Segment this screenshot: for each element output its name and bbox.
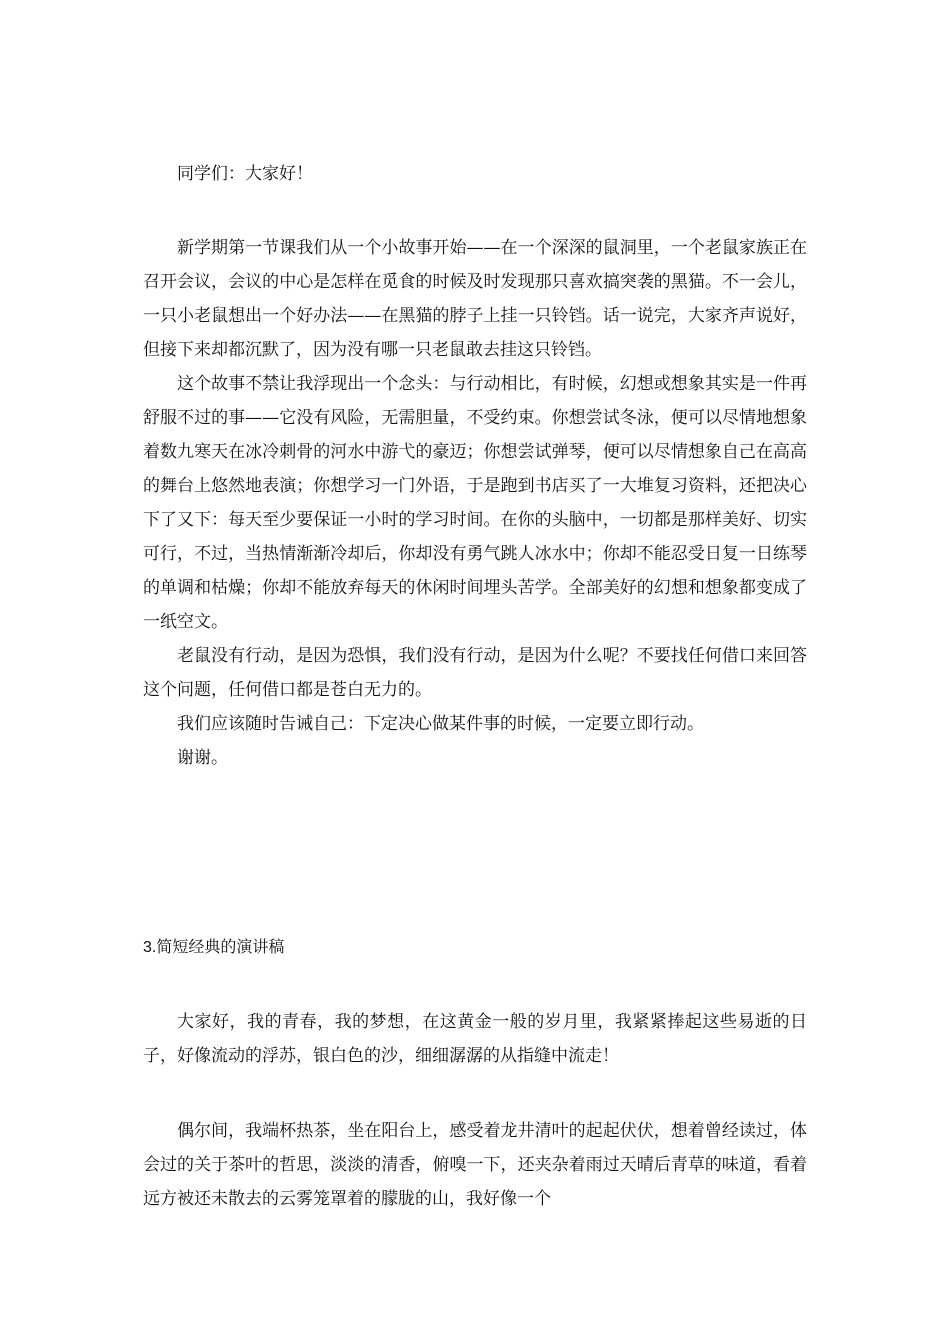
section-heading-block: [143, 931, 807, 965]
speech2-intro: [143, 1005, 807, 1073]
section-heading: 3.简短经典的演讲稿: [143, 939, 285, 956]
speech2-body: [143, 1114, 807, 1216]
greeting-block: [143, 157, 807, 191]
paragraph-question: 老鼠没有行动，是因为恐惧，我们没有行动，是因为什么呢？不要找任何借口来回答这个问题，任何借口都是苍白无力的。: [143, 646, 807, 700]
paragraph-youth: 大家好，我的青春，我的梦想，在这黄金一般的岁月里，我紧紧捧起这些易逝的日子，好像流动的浮苏，银白色的沙，细细潺潺的从指缝中流走！: [143, 1012, 807, 1066]
paragraph-reflection: 这个故事不禁让我浮现出一个念头：与行动相比，有时候，幻想或想象其实是一件再舒服不过的事——它没有风险，无需胆量，不受约束。你想尝试冬泳，便可以尽情地想象着数九寒天在冰冷刺骨的河水中游弋的豪迈；你想尝试弹琴，便可以尽情想象自己在高高的舞台上悠然地表演；你想学习一门外语，于是跑到书店买了一大堆复习资料，还把决心下了又下：每天至少要保证一小时的学习时间。在你的头脑中，一切都是那样美好、切实可行，不过，当热情渐渐冷却后，你却没有勇气跳人冰水中；你却不能忍受日复一日练琴的单调和枯燥；你却不能放弃每天的休闲时间埋头苦学。全部美好的幻想和想象都变成了一纸空文。: [143, 374, 807, 632]
paragraph-thanks: 谢谢。: [177, 748, 228, 768]
speech-body: [143, 231, 807, 775]
paragraph-advice: 我们应该随时告诫自己：下定决心做某件事的时候，一定要立即行动。: [177, 714, 704, 734]
paragraph-story: 新学期第一节课我们从一个小故事开始——在一个深深的鼠洞里，一个老鼠家族正在召开会议，会议的中心是怎样在觅食的时候及时发现那只喜欢搞突袭的黑猫。不一会儿，一只小老鼠想出一个好办法——在黑猫的脖子上挂一只铃铛。话一说完，大家齐声说好，但接下来却都沉默了，因为没有哪一只老鼠敢去挂这只铃铛。: [143, 238, 807, 360]
paragraph-tea: 偶尔间，我端杯热茶，坐在阳台上，感受着龙井清叶的起起伏伏，想着曾经读过，体会过的关于茶叶的哲思，淡淡的清香，俯嗅一下，还夹杂着雨过天晴后青草的味道，看着远方被还未散去的云雾笼罩着的朦胧的山，我好像一个: [143, 1121, 807, 1209]
greeting: 同学们：大家好！: [177, 164, 313, 184]
